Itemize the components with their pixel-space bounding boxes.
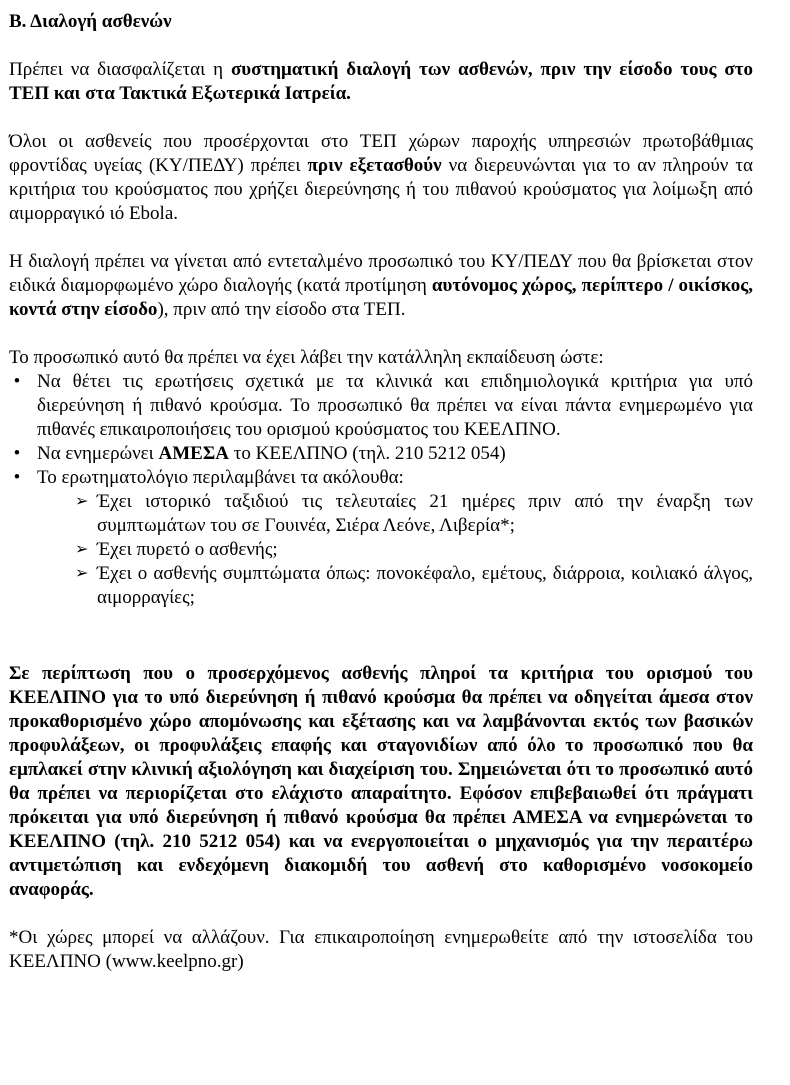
procedure-text-3: να ενημερώνεται το <box>581 807 753 828</box>
document-page <box>9 10 753 974</box>
list-item-text: Να θέτει τις ερωτήσεις σχετικά με τα κλινικά και επιδημιολογικά κριτήρια για υπό διερεύνηση ή πιθανό κρούσμα. Το προσωπικό θα πρέπει να είναι πάντα ενημερωμένο για πιθανές επικαιροποιήσεις του ορισμού κρούσματος του ΚΕΕΛΠΝΟ. <box>37 371 753 440</box>
sub-list-item <box>75 490 753 538</box>
sub-list-item-text: Έχει ιστορικό ταξιδιού τις τελευταίες 21 ημέρες πριν από την έναρξη των συμπτωμάτων του σε Γουινέα, Σιέρα Λεόνε, Λιβερία*; <box>97 491 753 536</box>
procedure-text-1: για το υπό διερεύνηση ή πιθανό κρούσμα θα πρέπει να οδηγείται άμεσα στον προκαθορισμένο χώρο απομόνωσης και εξέτασης και να λαμβάνονται εκτός των βασικών προφυλάξεων, οι προφυλάξεις επαφής και σταγονιδίων από όλο το προσωπικό που θα εμπλακεί στην κλινική αξιολόγηση και διαχείριση του. <box>9 687 753 780</box>
training-intro: Το προσωπικό αυτό θα πρέπει να έχει λάβει την κατάλληλη εκπαίδευση ώστε: <box>9 347 604 368</box>
list-item-bold-text: ΑΜΕΣΑ <box>158 443 229 464</box>
list-item-text: το ΚΕΕΛΠΝΟ (τηλ. 210 5212 054) <box>229 443 506 464</box>
sub-list-item <box>75 562 753 610</box>
procedure-bold-text-2: Σημειώνεται ότι το προσωπικό αυτό θα πρέπει να περιορίζεται στο ελάχιστο απαραίτητο. <box>9 759 753 804</box>
intro-text: Πρέπει να διασφαλίζεται η <box>9 59 231 80</box>
staff-bold-text: αυτόνομος χώρος, περίπτερο / οικίσκος, κοντά στην είσοδο <box>9 275 753 320</box>
procedure-paragraph <box>9 662 753 902</box>
intro-bold-text: συστηματική διαλογή των ασθενών, πριν την είσοδο τους στο ΤΕΠ και στα Τακτικά Εξωτερικά Ιατρεία. <box>9 59 753 104</box>
screening-text-1: Όλοι οι ασθενείς που προσέρχονται στο ΤΕΠ χώρων παροχής υπηρεσιών πρωτοβάθμιας φροντίδας υγείας (ΚΥ/ΠΕΔΥ) πρέπει <box>9 131 753 176</box>
list-item <box>9 370 753 442</box>
arrow-icon: ➢ <box>75 565 89 582</box>
staff-paragraph <box>9 250 753 322</box>
arrow-icon: ➢ <box>75 541 89 558</box>
training-list <box>9 370 753 610</box>
staff-text-1: Η διαλογή πρέπει να γίνεται από εντεταλμένο προσωπικό του ΚΥ/ΠΕΔΥ που θα βρίσκεται στον ειδικά διαμορφωμένο χώρο διαλογής (κατά προτίμηση <box>9 251 753 296</box>
staff-text-2: ), πριν από την είσοδο στα ΤΕΠ. <box>157 299 406 320</box>
section-heading: Β. Διαλογή ασθενών <box>9 11 172 32</box>
procedure-text-2: Εφόσον επιβεβαιωθεί ότι πράγματι πρόκειται για υπό διερεύνηση ή πιθανό κρούσμα θα πρέπει <box>9 783 753 828</box>
procedure-text-4: και να ενεργοποιείται ο μηχανισμός για την περαιτέρω αντιμετώπιση και ενδεχόμενη διακομιδή του ασθενή στο καθορισμένο νοσοκομείο αναφοράς. <box>9 831 753 900</box>
procedure-bold-text-3: ΑΜΕΣΑ <box>512 807 582 828</box>
arrow-icon: ➢ <box>75 493 89 510</box>
screening-bold-text: πριν εξετασθούν <box>307 155 442 176</box>
sub-list-item <box>75 538 753 562</box>
list-item <box>9 442 753 466</box>
questionnaire-list <box>37 490 753 610</box>
bullet-icon: • <box>13 467 21 488</box>
bullet-icon: • <box>13 371 21 392</box>
procedure-bold-text-1: Σε περίπτωση που ο προσερχόμενος ασθενής πληροί τα κριτήρια του ορισμού του ΚΕΕΛΠΝΟ <box>9 663 753 708</box>
footnote: *Οι χώρες μπορεί να αλλάζουν. Για επικαιροποίηση ενημερωθείτε από την ιστοσελίδα του ΚΕΕΛΠΝΟ (www.keelpno.gr) <box>9 927 753 972</box>
screening-paragraph <box>9 130 753 226</box>
sub-list-item-text: Έχει ο ασθενής συμπτώματα όπως: πονοκέφαλο, εμέτους, διάρροια, κοιλιακό άλγος, αιμορραγίες; <box>97 563 753 608</box>
list-item-text: Το ερωτηματολόγιο περιλαμβάνει τα ακόλουθα: <box>37 467 404 488</box>
list-item <box>9 466 753 610</box>
screening-text-2: να διερευνώνται για το αν πληρούν τα κριτήρια του κρούσματος που χρήζει διερεύνησης ή του πιθανού κρούσματος για λοίμωξη από αιμορραγικό ιό Ebola. <box>9 155 753 224</box>
list-item-text: Να ενημερώνει <box>37 443 159 464</box>
procedure-bold-text-4: ΚΕΕΛΠΝΟ (τηλ. 210 5212 054) <box>9 831 281 852</box>
intro-paragraph <box>9 58 753 106</box>
sub-list-item-text: Έχει πυρετό ο ασθενής; <box>97 539 278 560</box>
bullet-icon: • <box>13 443 21 464</box>
